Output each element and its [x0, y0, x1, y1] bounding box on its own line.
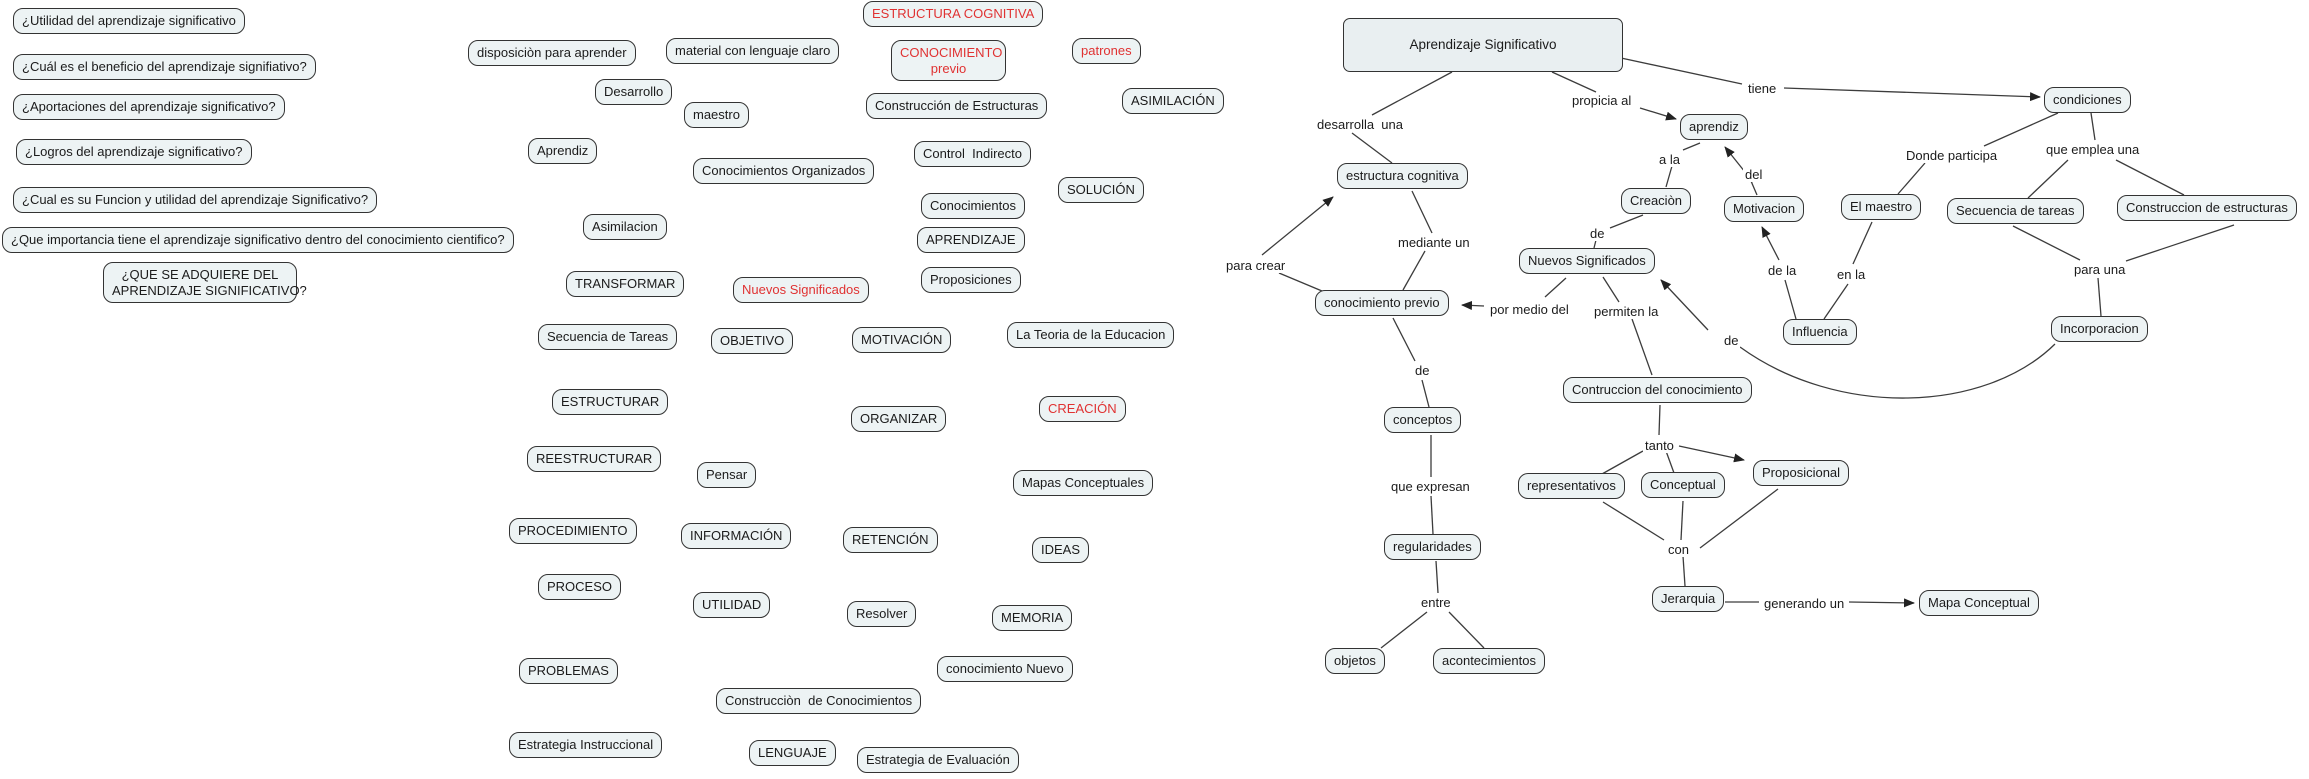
node-disposicion-para-aprender[interactable]: disposiciòn para aprender	[468, 40, 636, 66]
node-mapas-conceptuales[interactable]: Mapas Conceptuales	[1013, 470, 1153, 496]
node-proposiciones[interactable]: Proposiciones	[921, 267, 1021, 293]
node-q-logros[interactable]: ¿Logros del aprendizaje significativo?	[16, 139, 252, 165]
node-creacion[interactable]: Creaciòn	[1621, 188, 1691, 214]
node-nuevos-significados[interactable]: Nuevos Significados	[1519, 248, 1655, 274]
edge-label-de-conceptos[interactable]: de	[1415, 363, 1430, 378]
edge-label-del[interactable]: del	[1745, 167, 1763, 182]
connector-line	[1666, 451, 1674, 473]
connector-line	[2013, 226, 2080, 260]
connector-line	[1403, 251, 1425, 290]
node-conocimientos-organizados[interactable]: Conocimientos Organizados	[693, 158, 874, 184]
connector-curve	[1740, 344, 2055, 398]
edge-label-con[interactable]: con	[1668, 542, 1689, 557]
edge-label-para-crear[interactable]: para crear	[1226, 258, 1286, 273]
edge-label-que-emplea-una[interactable]: que emplea una	[2046, 142, 2140, 157]
node-q-importancia[interactable]: ¿Que importancia tiene el aprendizaje significativo dentro del conocimiento cientifico?	[2, 227, 514, 253]
connector-line	[1462, 305, 1484, 306]
connector-line	[1659, 405, 1660, 435]
connector-line	[1679, 446, 1744, 460]
node-contruccion-del-conocimiento[interactable]: Contruccion del conocimiento	[1563, 377, 1752, 403]
node-informacion-caps[interactable]: INFORMACIÓN	[681, 523, 791, 549]
node-proposicional[interactable]: Proposicional	[1753, 460, 1849, 486]
node-motivacion[interactable]: Motivacion	[1724, 196, 1804, 222]
node-mapa-conceptual[interactable]: Mapa Conceptual	[1919, 590, 2039, 616]
node-estrategia-instruccional[interactable]: Estrategia Instruccional	[509, 732, 662, 758]
edge-label-permiten-la[interactable]: permiten la	[1594, 304, 1659, 319]
node-solucion-caps[interactable]: SOLUCIÓN	[1058, 177, 1144, 203]
node-aprendizaje-caps[interactable]: APRENDIZAJE	[917, 227, 1025, 253]
node-incorporacion[interactable]: Incorporacion	[2051, 316, 2148, 342]
node-aprendiz[interactable]: aprendiz	[1680, 114, 1748, 140]
edge-label-a-la[interactable]: a la	[1659, 152, 1680, 167]
connector-line	[1853, 222, 1872, 264]
node-creacion-caps[interactable]: CREACIÓN	[1039, 396, 1126, 422]
connector-line	[1661, 280, 1708, 330]
node-el-maestro[interactable]: El maestro	[1841, 194, 1921, 220]
edge-label-que-expresan[interactable]: que expresan	[1391, 479, 1470, 494]
node-reestructurar[interactable]: REESTRUCTURAR	[527, 446, 661, 472]
connector-line	[1621, 58, 1742, 84]
connector-line	[1632, 319, 1652, 375]
node-conocimiento-previo[interactable]: conocimiento previo	[1315, 290, 1449, 316]
connector-line	[1751, 181, 1757, 195]
edge-label-por-medio-del[interactable]: por medio del	[1490, 302, 1569, 317]
connector-line	[1683, 143, 1700, 150]
node-pensar[interactable]: Pensar	[697, 462, 756, 488]
node-problemas[interactable]: PROBLEMAS	[519, 658, 618, 684]
connector-line	[1372, 72, 1452, 115]
node-retencion-caps[interactable]: RETENCIÓN	[843, 527, 938, 553]
node-q-funcion[interactable]: ¿Cual es su Funcion y utilidad del aprendizaje Significativo?	[13, 187, 377, 213]
connector-line	[1552, 72, 1596, 92]
node-q-beneficio[interactable]: ¿Cuál es el beneficio del aprendizaje signifiativo?	[13, 54, 316, 80]
node-maestro[interactable]: maestro	[684, 102, 749, 128]
node-secuencia-de-tareas-mid[interactable]: Secuencia de Tareas	[538, 324, 677, 350]
node-construccion-de-estructuras[interactable]: Construccion de estructuras	[2117, 195, 2297, 221]
connector-line	[1412, 191, 1432, 233]
node-la-teoria-educacion[interactable]: La Teoria de la Educacion	[1007, 322, 1174, 348]
node-q-aportaciones[interactable]: ¿Aportaciones del aprendizaje significativo?	[13, 94, 285, 120]
node-ideas-caps[interactable]: IDEAS	[1032, 537, 1089, 563]
node-asimilacion[interactable]: Asimilacion	[583, 214, 667, 240]
node-conocimiento-previo-caps[interactable]: CONOCIMIENTO previo	[891, 40, 1006, 81]
node-secuencia-de-tareas[interactable]: Secuencia de tareas	[1947, 198, 2084, 224]
edge-label-generando-un[interactable]: generando un	[1764, 596, 1845, 611]
connector-line	[1352, 133, 1392, 163]
edge-label-desarrolla-una[interactable]: desarrolla una	[1317, 117, 1403, 132]
connector-line	[1422, 380, 1429, 407]
connector-line	[1602, 451, 1643, 474]
node-condiciones[interactable]: condiciones	[2044, 87, 2131, 113]
node-conocimiento-nuevo[interactable]: conocimiento Nuevo	[937, 656, 1073, 682]
node-patrones[interactable]: patrones	[1072, 38, 1141, 64]
node-conocimientos[interactable]: Conocimientos	[921, 193, 1025, 219]
connector-line	[2126, 225, 2234, 261]
connector-line	[1262, 197, 1333, 255]
edge-label-en-la[interactable]: en la	[1837, 267, 1866, 282]
node-asimilacion-caps[interactable]: ASIMILACIÓN	[1122, 88, 1224, 114]
connector-line	[1666, 166, 1672, 187]
node-estrategia-de-evaluacion[interactable]: Estrategia de Evaluación	[857, 747, 1019, 773]
node-material-lenguaje-claro[interactable]: material con lenguaje claro	[666, 38, 839, 64]
edge-label-tanto[interactable]: tanto	[1645, 438, 1674, 453]
connector-line	[1700, 489, 1778, 548]
node-jerarquia[interactable]: Jerarquia	[1652, 586, 1724, 612]
connector-line	[1603, 277, 1619, 302]
connector-line	[1784, 88, 2040, 97]
connector-line	[1849, 602, 1914, 603]
node-objetivo[interactable]: OBJETIVO	[711, 328, 793, 354]
node-aprendiz-cap[interactable]: Aprendiz	[528, 138, 597, 164]
edge-label-mediante-un[interactable]: mediante un	[1398, 235, 1470, 250]
connector-line	[1279, 273, 1322, 291]
connector-line	[1449, 612, 1484, 648]
node-representativos[interactable]: representativos	[1518, 473, 1625, 499]
connector-line	[1594, 240, 1596, 248]
edge-label-tiene[interactable]: tiene	[1748, 81, 1777, 96]
edge-label-para-una[interactable]: para una	[2074, 262, 2126, 277]
connector-line	[1610, 215, 1643, 228]
connector-line	[1681, 501, 1683, 540]
edge-label-entre[interactable]: entre	[1421, 595, 1451, 610]
node-control-indirecto[interactable]: Control Indirecto	[914, 141, 1031, 167]
connector-line	[1762, 227, 1779, 260]
edge-label-de-la[interactable]: de la	[1768, 263, 1797, 278]
connector-line	[2091, 113, 2095, 140]
node-estructura-cognitiva[interactable]: estructura cognitiva	[1337, 163, 1468, 189]
connector-line	[1603, 502, 1664, 540]
connector-line	[1824, 284, 1848, 319]
node-memoria-caps[interactable]: MEMORIA	[992, 605, 1072, 631]
connector-line	[1898, 163, 1925, 194]
connector-line	[1785, 280, 1796, 319]
node-nuevos-significados-mid[interactable]: Nuevos Significados	[733, 277, 869, 303]
node-influencia[interactable]: Influencia	[1783, 319, 1857, 345]
node-utilidad-caps[interactable]: UTILIDAD	[693, 592, 770, 618]
node-proceso[interactable]: PROCESO	[538, 574, 621, 600]
edge-label-propicia-al[interactable]: propicia al	[1572, 93, 1632, 108]
node-estructurar[interactable]: ESTRUCTURAR	[552, 389, 668, 415]
node-acontecimientos[interactable]: acontecimientos	[1433, 648, 1545, 674]
node-conceptos[interactable]: conceptos	[1384, 407, 1461, 433]
node-motivacion-caps[interactable]: MOTIVACIÓN	[852, 327, 951, 353]
node-construccion-de-estructuras-mid[interactable]: Construcción de Estructuras	[866, 93, 1047, 119]
edge-label-de-incorporacion[interactable]: de	[1724, 333, 1739, 348]
node-procedimiento[interactable]: PROCEDIMIENTO	[509, 518, 637, 544]
edge-label-de-creacion[interactable]: de	[1590, 226, 1605, 241]
node-objetos[interactable]: objetos	[1325, 648, 1385, 674]
connector-line	[1545, 278, 1566, 297]
node-regularidades[interactable]: regularidades	[1384, 534, 1481, 560]
node-estructura-cognitiva-caps[interactable]: ESTRUCTURA COGNITIVA	[863, 1, 1043, 27]
connector-line	[2028, 160, 2068, 198]
node-lenguaje-caps[interactable]: LENGUAJE	[749, 740, 836, 766]
connector-line	[2098, 278, 2101, 316]
node-transformar[interactable]: TRANSFORMAR	[566, 271, 684, 297]
node-aprendizaje-significativo[interactable]: Aprendizaje Significativo	[1343, 18, 1623, 72]
connector-line	[2116, 160, 2184, 195]
node-organizar[interactable]: ORGANIZAR	[851, 406, 946, 432]
node-q-utilidad[interactable]: ¿Utilidad del aprendizaje significativo	[13, 8, 245, 34]
node-construccion-de-conocimientos[interactable]: Construcciòn de Conocimientos	[716, 688, 921, 714]
connector-line	[1431, 496, 1433, 534]
node-desarrollo[interactable]: Desarrollo	[595, 79, 672, 105]
node-resolver[interactable]: Resolver	[847, 601, 916, 627]
connector-line	[1381, 612, 1427, 648]
connector-line	[1436, 561, 1438, 593]
node-q-adquiere[interactable]: ¿QUE SE ADQUIERE DEL APRENDIZAJE SIGNIFICATIVO?	[103, 262, 297, 303]
edge-label-donde-participa[interactable]: Donde participa	[1906, 148, 1998, 163]
connector-line	[1393, 318, 1415, 361]
connector-line	[1683, 556, 1685, 586]
connector-line	[1640, 108, 1676, 119]
node-conceptual[interactable]: Conceptual	[1641, 472, 1725, 498]
